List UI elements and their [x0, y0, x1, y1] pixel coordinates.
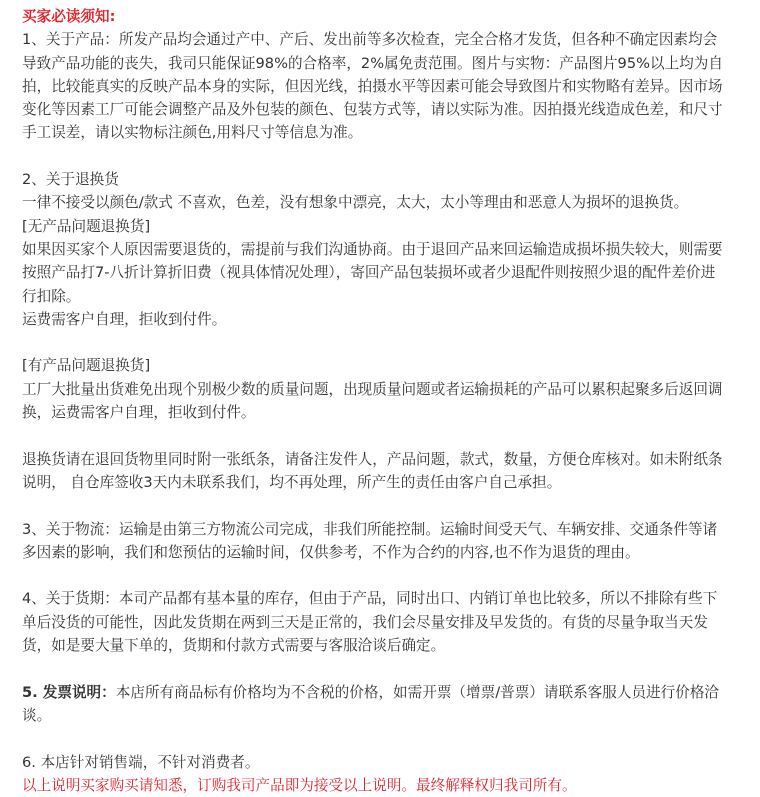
invoice-label: 5. 发票说明：	[22, 683, 116, 701]
section-returns-note	[22, 448, 750, 495]
text-line: 单后没货的可能性，因此发货期在两到三天是正常的，我们会尽量安排及早发货的。有货的尽量争取当天发	[22, 613, 708, 631]
spacer	[22, 564, 750, 587]
section-delivery	[22, 587, 750, 657]
section-product	[22, 28, 750, 144]
spacer	[22, 424, 750, 447]
text-line: 说明， 自仓库签收3天内未联系我们，均不再处理，所产生的责任由客户自己承担。	[22, 473, 562, 491]
invoice-text: 本店所有商品标有价格均为不含税的价格，如需开票（增票/普票）请联系客服人员进行价格洽	[115, 683, 720, 701]
text-line: 行扣除。	[22, 287, 81, 305]
text-line: 按照产品打7-八折计算折旧费（视具体情况处理），寄回产品包装损坏或者少退配件则按照少退的配件差价进	[22, 264, 716, 282]
spacer	[22, 727, 750, 750]
subheading: [无产品问题退换货]	[22, 217, 151, 235]
section-sales: 6. 本店针对销售端，不针对消费者。	[22, 753, 260, 771]
spacer	[22, 331, 750, 354]
text-line: 换，运费需客户自理，拒收到付件。	[22, 404, 256, 422]
text-line: 多因素的影响，我们和您预估的运输时间，仅供参考，不作为合约的内容,也不作为退货的理由。	[22, 543, 640, 561]
text-line: 4、关于货期：本司产品都有基本量的库存，但由于产品，同时出口、内销订单也比较多，所以不排除有些下	[22, 590, 718, 608]
section-returns	[22, 168, 750, 331]
footer-disclaimer: 以上说明买家购买请知悉，订购我司产品即为接受以上说明。最终解释权归我司所有。	[22, 776, 577, 794]
spacer	[22, 145, 750, 168]
text-line: 退换货请在退回货物里同时附一张纸条，请备注发件人，产品问题，款式，数量，方便仓库核对。如未附纸条	[22, 450, 723, 468]
spacer	[22, 657, 750, 680]
text-line: 如果因买家个人原因需要退货的，需提前与我们沟通协商。由于退回产品来回运输造成损坏损失较大，则需要	[22, 240, 723, 258]
section-invoice	[22, 681, 750, 728]
text-line: 谈。	[22, 706, 52, 724]
text-line: 拍，比较能真实的反映产品本身的实际，但因光线，拍摄水平等因素可能会导致图片和实物略有差异。因市场	[22, 77, 723, 95]
section-heading: 2、关于退换货	[22, 171, 119, 189]
text-line: 工厂大批量出货难免出现个别极少数的质量问题，出现质量问题或者运输损耗的产品可以累积起聚多后返回调	[22, 380, 723, 398]
section-returns-problem	[22, 354, 750, 424]
subheading: [有产品问题退换货]	[22, 357, 151, 375]
text-line: 导致产品功能的丧失，我司只能保证98%的合格率，2%属免责范围。图片与实物：产品图片95%以上均为自	[22, 54, 723, 72]
text-line: 运费需客户自理，拒收到付件。	[22, 310, 227, 328]
spacer	[22, 494, 750, 517]
text-line: 变化等因素工厂可能会调整产品及外包装的颜色、包装方式等，请以实际为准。因拍摄光线造成色差，和尺寸	[22, 101, 723, 119]
text-line: 3、关于物流：运输是由第三方物流公司完成，非我们所能控制。运输时间受天气、车辆安排、交通条件等诸	[22, 520, 718, 538]
text-line: 货，如是要大量下单的，货期和付款方式需要与客服洽谈后确定。	[22, 637, 446, 655]
text-line: 一律不接受以颜色/款式 不喜欢，色差，没有想象中漂亮，太大，太小等理由和恶意人为损坏的退换货。	[22, 194, 689, 212]
text-line: 手工误差，请以实物标注颜色,用料尺寸等信息为准。	[22, 124, 363, 142]
section-logistics	[22, 518, 750, 565]
text-line: 1、关于产品：所发产品均会通过产中、产后、发出前等多次检查，完全合格才发货，但各种不确定因素均会	[22, 31, 718, 49]
notice-title: 买家必读须知:	[22, 8, 116, 25]
